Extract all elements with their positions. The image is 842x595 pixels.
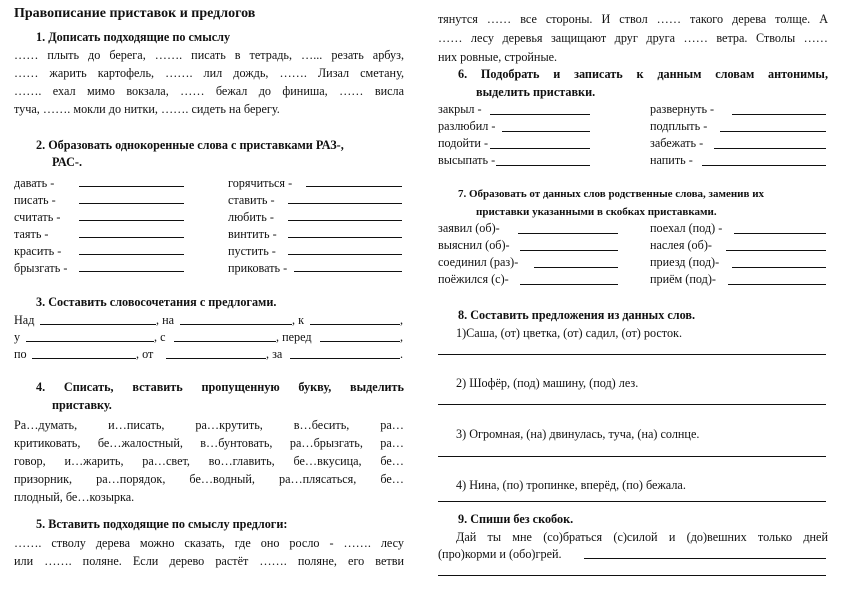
sentence-item: 1)Саша, (от) цветка, (от) садил, (от) росток. bbox=[456, 326, 683, 340]
section-5-heading: 5. Вставить подходящие по смыслу предлоги: bbox=[36, 517, 288, 531]
word-label: приезд (под)- bbox=[650, 255, 720, 269]
answer-line[interactable] bbox=[40, 324, 156, 325]
section-9-line: Дай ты мне (со)браться (с)силой и (до)вешних только дней bbox=[456, 530, 828, 544]
word-label: ставить - bbox=[228, 193, 275, 207]
word-label: писать - bbox=[14, 193, 56, 207]
answer-line[interactable] bbox=[438, 354, 826, 355]
punct: . bbox=[400, 347, 404, 361]
section-4-line: призорник, ра…порядок, бе…водный, ра…пляcаться, бе… bbox=[14, 472, 404, 486]
answer-line[interactable] bbox=[438, 456, 826, 457]
answer-line[interactable] bbox=[79, 203, 184, 204]
preposition-label: по bbox=[14, 347, 27, 361]
word-label: подплыть - bbox=[650, 119, 708, 133]
word-label: поехал (под) - bbox=[650, 221, 723, 235]
answer-line[interactable] bbox=[290, 358, 400, 359]
word-label: таять - bbox=[14, 227, 49, 241]
answer-line[interactable] bbox=[320, 341, 400, 342]
section-3-heading: 3. Составить словосочетания с предлогами. bbox=[36, 295, 277, 309]
section-4-line: плодный, бе…козырка. bbox=[14, 490, 135, 504]
section-6-heading-cont: выделить приставки. bbox=[476, 85, 596, 99]
continuation-line: них ровные, стройные. bbox=[438, 50, 558, 64]
word-label: разлюбил - bbox=[438, 119, 496, 133]
section-1-line: туча, ……. мокли до нитки, ……. сидеть на берегу. bbox=[14, 102, 280, 116]
preposition-label: у bbox=[14, 330, 21, 344]
word-label: наслея (об)- bbox=[650, 238, 712, 252]
answer-line[interactable] bbox=[728, 284, 826, 285]
answer-line[interactable] bbox=[502, 131, 590, 132]
answer-line[interactable] bbox=[438, 501, 826, 502]
section-4-line: Ра…думать, и…писать, ра…крутить, в…бесить, ра… bbox=[14, 418, 404, 432]
section-7-heading-cont: приставки указанными в скобках приставками. bbox=[476, 206, 717, 218]
answer-line[interactable] bbox=[288, 237, 402, 238]
section-9-line: (про)корми и (обо)грей. bbox=[438, 547, 562, 561]
preposition-label: , от bbox=[136, 347, 154, 361]
answer-line[interactable] bbox=[734, 233, 826, 234]
answer-line[interactable] bbox=[534, 267, 618, 268]
preposition-label: , на bbox=[156, 313, 175, 327]
punct: , bbox=[400, 330, 404, 344]
word-label: приковать - bbox=[228, 261, 288, 275]
punct: , bbox=[400, 313, 404, 327]
answer-line[interactable] bbox=[79, 237, 184, 238]
word-label: давать - bbox=[14, 176, 55, 190]
word-label: винтить - bbox=[228, 227, 277, 241]
section-5-line: или ……. поляне. Если дерево растёт ……. поляне, его ветви bbox=[14, 554, 404, 568]
section-4-line: говор, и…жарить, ра…свет, во…главить, бе…вкусица, бе… bbox=[14, 454, 404, 468]
answer-line[interactable] bbox=[288, 203, 402, 204]
word-label: брызгать - bbox=[14, 261, 68, 275]
preposition-label: , за bbox=[266, 347, 283, 361]
word-label: пустить - bbox=[228, 244, 276, 258]
word-label: забежать - bbox=[650, 136, 704, 150]
preposition-label: Над bbox=[14, 313, 35, 327]
word-label: приём (под)- bbox=[650, 272, 716, 286]
preposition-label: , с bbox=[154, 330, 166, 344]
section-2-heading: 2. Образовать однокоренные слова с приставками РАЗ-, bbox=[36, 138, 344, 152]
section-7-heading: 7. Образовать от данных слов родственные слова, заменив их bbox=[458, 188, 765, 200]
answer-line[interactable] bbox=[180, 324, 292, 325]
word-label: поёжился (с)- bbox=[438, 272, 509, 286]
section-6-heading: 6. Подобрать и записать к данным словам антонимы, bbox=[458, 67, 828, 81]
word-label: подойти - bbox=[438, 136, 489, 150]
word-label: выяснил (об)- bbox=[438, 238, 510, 252]
answer-line[interactable] bbox=[520, 250, 618, 251]
answer-line[interactable] bbox=[490, 148, 590, 149]
answer-line[interactable] bbox=[702, 165, 826, 166]
section-4-line: критиковать, бе…жалостный, в…бунтовать, ра…брызгать, ра… bbox=[14, 436, 404, 450]
section-8-heading: 8. Составить предложения из данных слов. bbox=[458, 308, 696, 322]
section-9-heading: 9. Спиши без скобок. bbox=[458, 512, 574, 526]
answer-line[interactable] bbox=[294, 271, 402, 272]
answer-line[interactable] bbox=[490, 114, 590, 115]
continuation-line: …… лесу деревья защищают друг друга …… ветра. Стволы …… bbox=[438, 31, 828, 45]
answer-line[interactable] bbox=[306, 186, 402, 187]
preposition-label: , перед bbox=[276, 330, 312, 344]
answer-line[interactable] bbox=[584, 558, 826, 559]
word-label: напить - bbox=[650, 153, 693, 167]
page-title: Правописание приставок и предлогов bbox=[14, 6, 256, 21]
section-4-heading-cont: приставку. bbox=[52, 398, 112, 412]
section-2-heading-cont: РАС-. bbox=[52, 155, 82, 169]
section-1-line: …… плыть до берега, ……. писать в тетрадь, …... резать арбуз, bbox=[14, 48, 404, 62]
answer-line[interactable] bbox=[520, 284, 618, 285]
word-label: развернуть - bbox=[650, 102, 715, 116]
word-label: горячиться - bbox=[228, 176, 293, 190]
answer-line[interactable] bbox=[732, 267, 826, 268]
answer-line[interactable] bbox=[79, 186, 184, 187]
answer-line[interactable] bbox=[310, 324, 400, 325]
section-5-line: ……. стволу дерева можно сказать, где оно росло - ……. лесу bbox=[14, 536, 404, 550]
sentence-item: 3) Огромная, (на) двинулась, туча, (на) солнце. bbox=[456, 427, 700, 441]
sentence-item: 2) Шофёр, (под) машину, (под) лез. bbox=[456, 376, 639, 390]
section-1-line: ……. ехал мимо вокзала, …… бежал до финиша, …… висла bbox=[14, 84, 404, 98]
word-label: любить - bbox=[228, 210, 274, 224]
word-label: закрыл - bbox=[438, 102, 482, 116]
answer-line[interactable] bbox=[26, 341, 154, 342]
preposition-label: , к bbox=[292, 313, 305, 327]
answer-line[interactable] bbox=[496, 165, 590, 166]
answer-line[interactable] bbox=[79, 271, 184, 272]
answer-line[interactable] bbox=[288, 254, 402, 255]
word-label: соединил (раз)- bbox=[438, 255, 519, 269]
answer-line[interactable] bbox=[174, 341, 276, 342]
answer-line[interactable] bbox=[732, 114, 826, 115]
answer-line[interactable] bbox=[32, 358, 136, 359]
word-label: заявил (об)- bbox=[438, 221, 500, 235]
section-4-heading: 4. Списать, вставить пропущенную букву, выделить bbox=[36, 380, 404, 394]
answer-line[interactable] bbox=[288, 220, 402, 221]
answer-line[interactable] bbox=[79, 254, 184, 255]
answer-line[interactable] bbox=[166, 358, 266, 359]
answer-line[interactable] bbox=[726, 250, 826, 251]
answer-line[interactable] bbox=[714, 148, 826, 149]
answer-line[interactable] bbox=[438, 404, 826, 405]
word-label: красить - bbox=[14, 244, 62, 258]
word-label: высыпать - bbox=[438, 153, 496, 167]
continuation-line: тянутся …… все стороны. И ствол …… такого дерева толще. А bbox=[438, 12, 828, 26]
sentence-item: 4) Нина, (по) тропинке, вперёд, (по) бежала. bbox=[456, 478, 686, 492]
word-label: считать - bbox=[14, 210, 61, 224]
answer-line[interactable] bbox=[518, 233, 618, 234]
section-1-heading: 1. Дописать подходящие по смыслу bbox=[36, 30, 231, 44]
answer-line[interactable] bbox=[438, 575, 826, 576]
answer-line[interactable] bbox=[720, 131, 826, 132]
section-1-line: …… жарить картофель, ……. лил дождь, ……. Лизал сметану, bbox=[14, 66, 404, 80]
answer-line[interactable] bbox=[79, 220, 184, 221]
